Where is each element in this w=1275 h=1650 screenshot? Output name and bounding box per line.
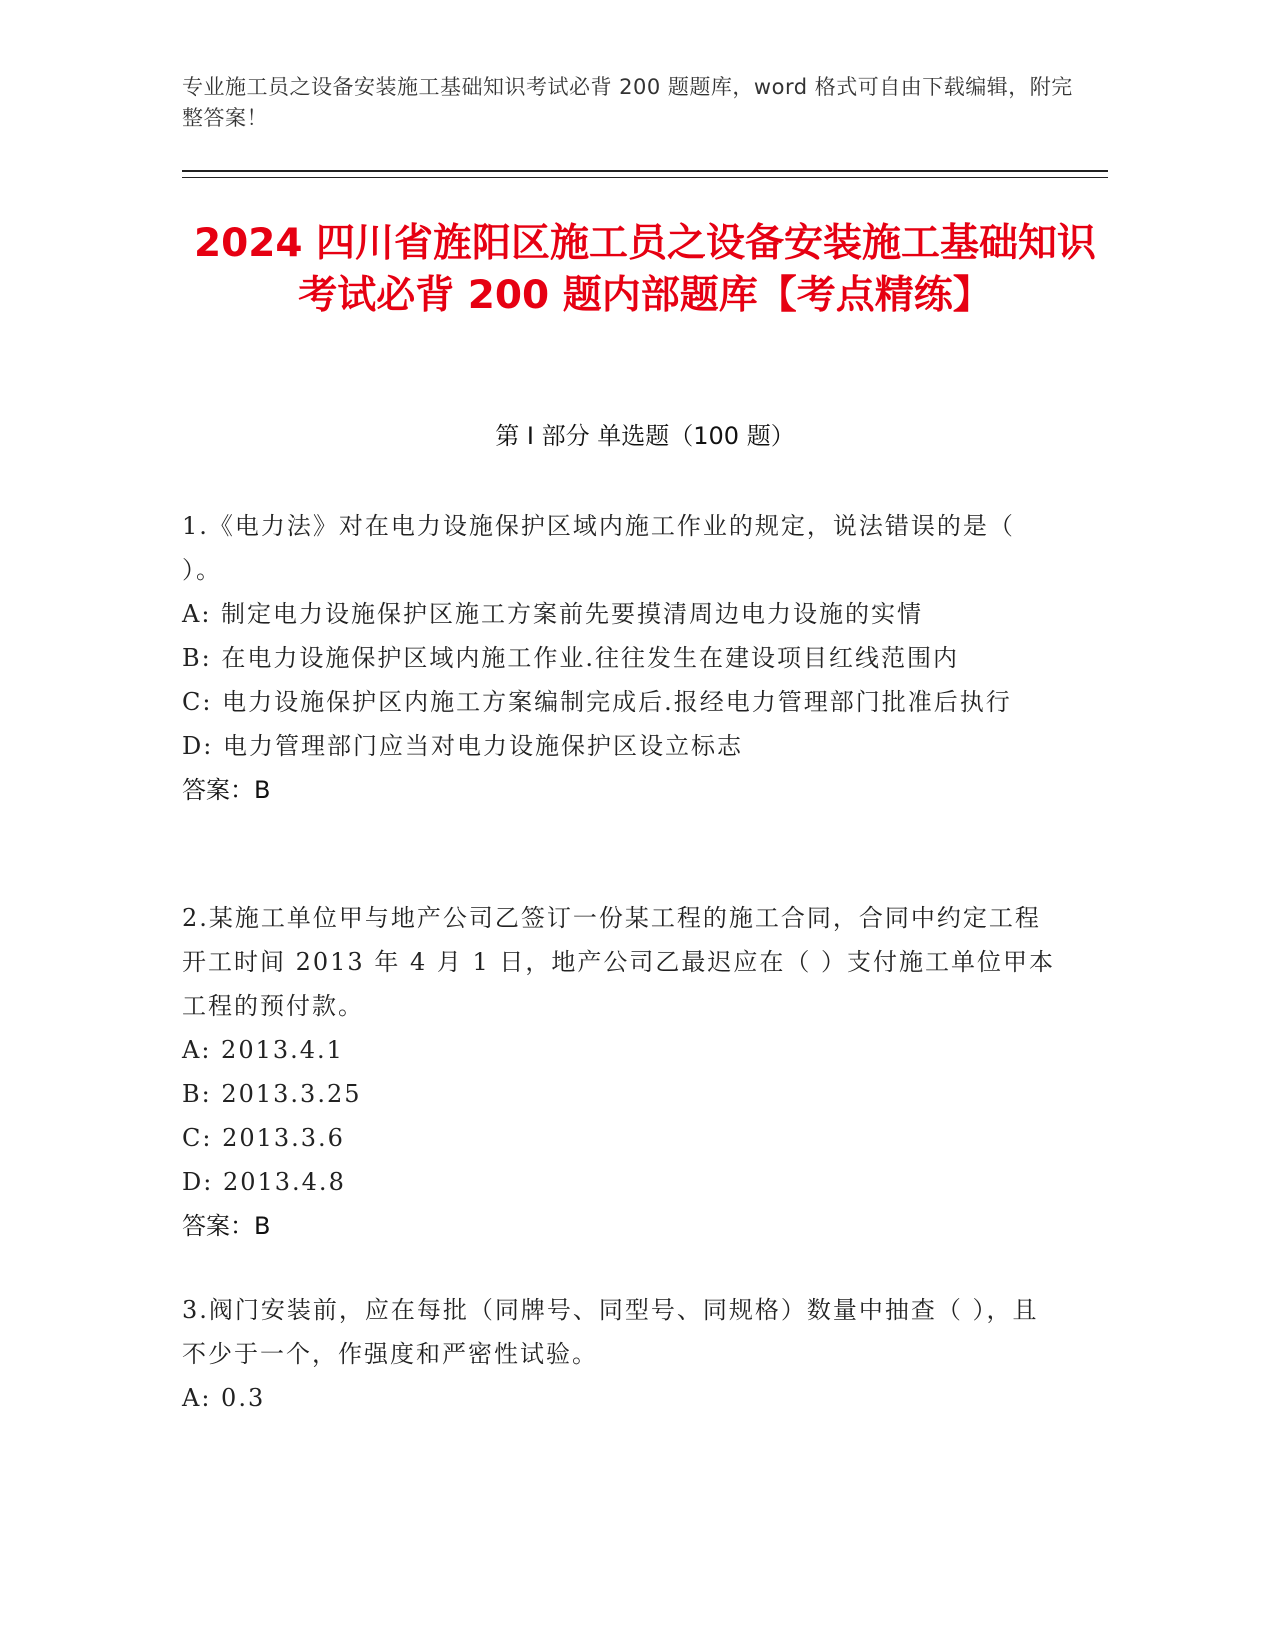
question-3: [182, 1288, 1062, 1420]
question-2: [182, 896, 1062, 1248]
option-a: A: 制定电力设施保护区施工方案前先要摸清周边电力设施的实情: [182, 600, 924, 628]
option-d: D: 电力管理部门应当对电力设施保护区设立标志: [182, 732, 743, 760]
header-note: 专业施工员之设备安装施工基础知识考试必背 200 题题库，word 格式可自由下载编辑，附完整答案！: [182, 75, 1073, 130]
option-b: B: 2013.3.25: [182, 1080, 362, 1108]
option-c: C: 电力设施保护区内施工方案编制完成后.报经电力管理部门批准后执行: [182, 688, 1012, 716]
option-b: B: 在电力设施保护区域内施工作业.往往发生在建设项目红线范围内: [182, 644, 959, 672]
document-title: 2024 四川省旌阳区施工员之设备安装施工基础知识考试必背 200 题内部题库【考点精练】: [193, 221, 1097, 318]
question-1: [182, 504, 1062, 812]
header-divider-thick: [182, 170, 1108, 172]
question-stem: 1.《电力法》对在电力设施保护区域内施工作业的规定，说法错误的是（ ）。: [182, 512, 1015, 584]
question-stem: 3.阀门安装前，应在每批（同牌号、同型号、同规格）数量中抽查（ ），且不少于一个，作强度和严密性试验。: [182, 1296, 1039, 1368]
option-d: D: 2013.4.8: [182, 1168, 346, 1196]
header-divider-thin: [182, 177, 1108, 178]
option-a: A: 2013.4.1: [182, 1036, 344, 1064]
option-a: A: 0.3: [182, 1384, 266, 1412]
answer: 答案：B: [182, 776, 271, 804]
answer: 答案：B: [182, 1212, 271, 1240]
option-c: C: 2013.3.6: [182, 1124, 345, 1152]
question-stem: 2.某施工单位甲与地产公司乙签订一份某工程的施工合同，合同中约定工程开工时间 2013 年 4 月 1 日，地产公司乙最迟应在（ ）支付施工单位甲本工程的预付款。: [182, 904, 1056, 1020]
section-title: 第 I 部分 单选题（100 题）: [495, 422, 795, 450]
